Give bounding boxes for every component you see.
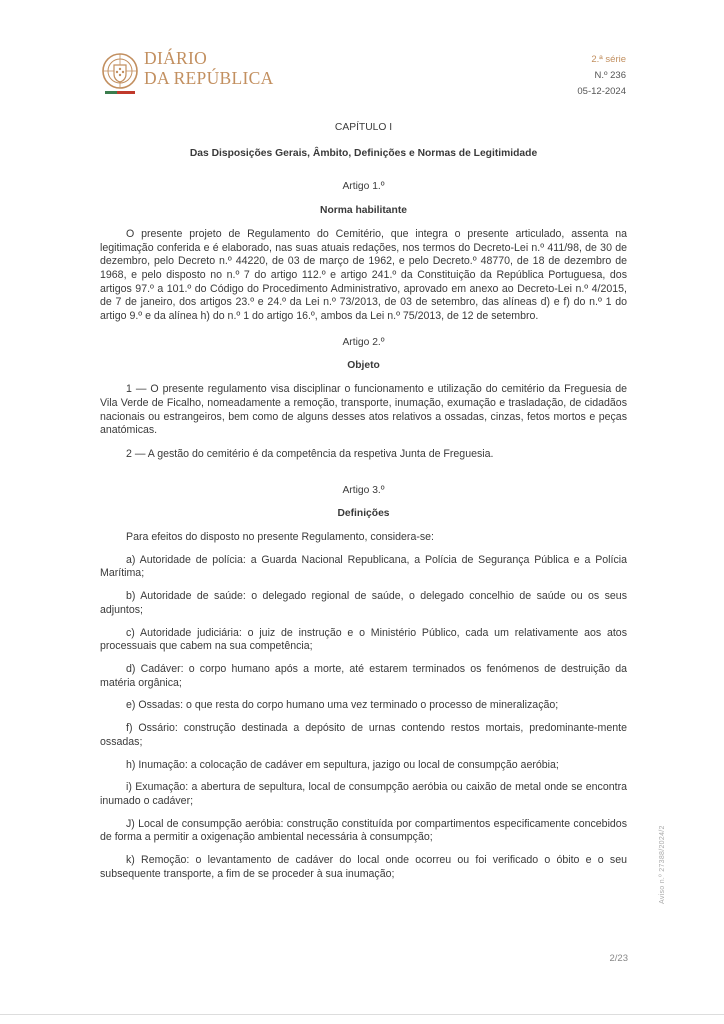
definition-item: i) Exumação: a abertura de sepultura, local de consumpção aeróbia ou caixão de metal onde se encontra inumado o cadáver;: [100, 781, 627, 807]
article-3-label: Artigo 3.º: [342, 484, 385, 496]
article-1-paragraph: O presente projeto de Regulamento do Cemitério, que integra o presente articulado, assenta na legitimação conferida e é elaborado, nas suas atuais redações, nos termos do Decreto-Lei n.º 411/98, de 30 de dezembro, pelo Decreto n.º 44220, de 03 de março de 1962, e pelo Decreto.º 48770, de 18 de dezembro de 1968, e pelo disposto no n.º 7 do artigo 112.º e artigo 241.º da Constituição da República Portuguesa, dos artigos 97.º a 101.º do Código do Procedimento Administrativo, aprovado em anexo ao Decreto-Lei n.º 4/2015, de 7 de janeiro, dos artigos 23.º e 24.º da Lei n.º 73/2013, de 03 de setembro, das alíneas d) e f) do n.º 1 do artigo 9.º e da alínea h) do n.º 1 do artigo 16.º, ambos da Lei n.º 75/2013, de 12 de setembro.: [100, 227, 627, 323]
definition-item: h) Inumação: a colocação de cadáver em sepultura, jazigo ou local de consumpção aeróbia;: [126, 758, 559, 771]
article-2-label: Artigo 2.º: [342, 336, 385, 348]
series-label: 2.ª série: [591, 54, 626, 65]
page-number: 2/23: [609, 953, 628, 964]
article-3-intro: Para efeitos do disposto no presente Regulamento, considera-se:: [126, 531, 434, 544]
chapter-label: CAPÍTULO I: [334, 122, 393, 133]
brand-line-2: DA REPÚBLICA: [144, 68, 274, 88]
definition-item: b) Autoridade de saúde: o delegado regional de saúde, o delegado concelhio de saúde ou os seus adjuntos;: [100, 590, 627, 616]
document-body: [100, 116, 627, 881]
republic-emblem-icon: [100, 51, 140, 91]
article-2-title: Objeto: [347, 360, 380, 372]
definition-item: a) Autoridade de polícia: a Guarda Nacional Republicana, a Polícia de Segurança Pública e a Polícia Marítima;: [100, 553, 627, 580]
definition-item: f) Ossário: construção destinada a depósito de urnas contendo restos mortais, predominante-mente ossadas;: [100, 722, 627, 748]
notice-reference: Aviso n.º 27388/2024/2: [659, 825, 666, 904]
flag-stripe: [105, 91, 135, 94]
issue-meta: [577, 52, 626, 100]
definition-item: J) Local de consumpção aeróbia: construção constituída por compartimentos especificamente concebidos de forma a permitir a oxigenação ambiental necessária à consumpção;: [100, 817, 627, 844]
brand-line-1: DIÁRIO: [144, 48, 208, 68]
article-2-paragraph-1: 1 — O presente regulamento visa disciplinar o funcionamento e utilização do cemitério da Freguesia de Vila Verde de Ficalho, nomeadamente a remoção, transporte, inumação, exumação e trasladação, de cidadãos nacionais ou estrangeiros, bem como de alguns desses atos relativos a ossadas, cinzas, fetos mortos e peças anatómicas.: [100, 383, 627, 437]
definition-item: e) Ossadas: o que resta do corpo humano uma vez terminado o processo de mineralização;: [126, 699, 559, 712]
issue-number: N.º 236: [594, 70, 626, 81]
article-2-paragraph-2: 2 — A gestão do cemitério é da competência da respetiva Junta de Freguesia.: [126, 447, 494, 460]
definition-item: c) Autoridade judiciária: o juiz de instrução e o Ministério Público, cada um relativamente aos atos processuais que cabem na sua competência;: [100, 626, 627, 653]
publication-brand: [144, 48, 274, 88]
definition-item: d) Cadáver: o corpo humano após a morte, até estarem terminados os fenómenos de destruição da matéria orgânica;: [100, 662, 627, 689]
article-1-title: Norma habilitante: [320, 205, 407, 217]
definition-item: k) Remoção: o levantamento de cadáver do local onde ocorreu ou foi verificado o óbito e o seu subsequente transporte, a fim de se proceder à sua inumação;: [100, 854, 627, 880]
chapter-title: Das Disposições Gerais, Âmbito, Definições e Normas de Legitimidade: [189, 147, 538, 159]
article-3-title: Definições: [337, 508, 390, 520]
issue-date: 05-12-2024: [577, 86, 626, 97]
article-1-label: Artigo 1.º: [342, 181, 385, 193]
page-bottom-rule: [0, 1014, 724, 1015]
